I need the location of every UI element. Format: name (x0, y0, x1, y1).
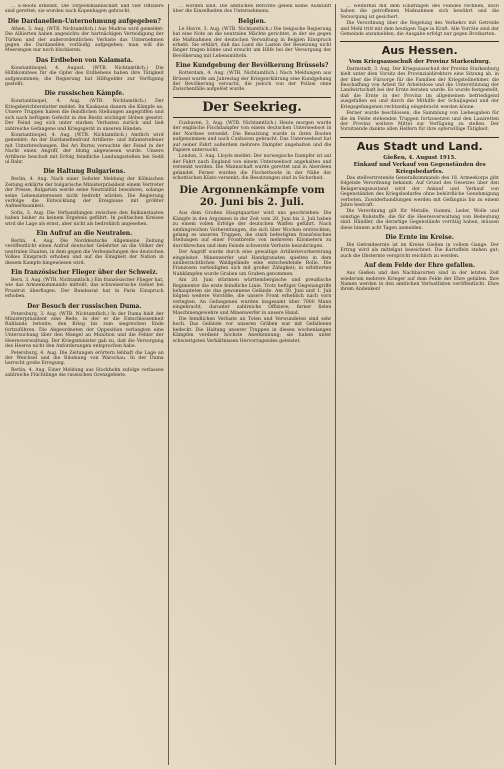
article-headline: Die Dardanellen-Unternehmung aufgegeben? (7, 17, 161, 25)
article-paragraph: Die Verordnung über die Regelung des Verkehrs mit Getreide und Mehl tritt mit dem heutigen Tage in Kraft. Alle Vorräte sind der Gemeinde anzumelden; die Ausgabe erfolgt nur gegen Brotkarten. (340, 21, 500, 38)
article-subheadline: Vom Kriegsausschuß der Provinz Starkenburg. (348, 59, 491, 66)
article-paragraph: Sofia, 3. Aug. Die Verhandlungen zwischen den Balkanstaaten haben bisher zu keinem Ergebnis geführt. In politischen Kreisen wird die Lage als ernst, aber nicht als bedrohlich angesehen. (5, 210, 164, 227)
article-subheadline: Einkauf und Verkauf von Gegenständen des Kriegsbedarfes. (353, 162, 486, 175)
article-paragraph: Konstantinopel, 4. Aug. (WTB. Nichtamtlich.) Amtlich wird gemeldet: An der Dardanellenfront Artillerie- und Infanteriefeuer mit Unterbrechungen. Bei Ari Burnu versuchte der Feind in der Nacht einen Angriff, der blutig abgewiesen wurde. Unsere Artillerie beschoß mit Erfolg feindliche Landungsstellen bei Sedd ul Bahr. (5, 132, 164, 165)
article-headline: Auf dem Felde der Ehre gefallen. (364, 262, 476, 270)
article-paragraph: Konstantinopel, 4. Aug. (WTB. Nichtamtlich.) Der Kriegsberichterstatter meldet: Im Kaukasus dauern die Kämpfe an. Unsere Truppen haben die feindlichen Stellungen angegriffen und sich nach heftigem Gefecht in den Besitz wichtiger Höhen gesetzt. Der Feind zog sich unter starken Verlusten zurück und ließ zahlreiche Gefangene und Kriegsgerät in unseren Händen. (5, 99, 164, 132)
article-paragraph: Petersburg, 4. Aug. Die Zeitungen erörtern lebhaft die Lage an der Weichsel und die Räumung von Warschau. In der Duma herrscht große Erregung. (5, 350, 164, 367)
article-subheadline: Gießen, 4. August 1915. (383, 154, 457, 161)
article-paragraph: Die feindlichen Verluste an Toten und Verwundeten sind sehr hoch. Das Gelände vor unseren Gräben war mit Gefallenen bedeckt. Die Haltung unserer Truppen in diesen wochenlangen Kämpfen verdient höchste Anerkennung; sie haben unter schwierigsten Verhältnissen Hervorragendes geleistet. (172, 317, 332, 344)
article-paragraph: Athen, 3. Aug. (WTB. Nichtamtlich.) Aus Mudros wird gemeldet: Die Alliierten haben angesichts der hartnäckigen Verteidigung der Türken und der außerordentlichen Verluste das Unternehmen gegen die Dardanellen vorläufig aufgegeben; man will die Meerengen nur noch blockieren. (5, 26, 164, 54)
article-paragraph: ... weiterhin mit dem Eindringen des Feindes rechnen, doch haben die getroffenen Maßnahmen sich bewährt und die Versorgung ist gesichert. (340, 4, 500, 20)
article-paragraph: Ferner wurde beschlossen, die Sammlung von Liebesgaben für die im Felde stehenden Truppen fortzusetzen und den Lazaretten der Provinz weitere Mittel zur Verfügung zu stellen. Der Vorsitzende dankte allen Helfern für ihre opferwillige Tätigkeit. (340, 111, 500, 133)
article-paragraph: Konstantinopel, 4. August. (WTB. Nichtamtlich.) Die Hilfskomitees für die Opfer des Erdbebens haben ihre Tätigkeit aufgenommen; die Regierung hat Hilfsgelder zur Verfügung gestellt. (5, 65, 164, 88)
article-paragraph: Bern, 3. Aug. (WTB. Nichtamtlich.) Ein französischer Flieger hat, wie das Armeekommando mitteilt, das schweizerische Gebiet bei Pruntrut überflogen. Der Bundesrat hat in Paris Einspruch erhoben. (5, 278, 164, 300)
column-middle (168, 4, 332, 765)
article-headline: Das Erdbeben von Kalamata. (35, 56, 133, 64)
article-headline: Eine Kundgebung der Bevölkerung Brüssels? (175, 62, 329, 70)
column-right (335, 4, 499, 765)
article-paragraph: Die Verordnung gilt für Metalle, Gummi, Leder, Wolle und sonstige Rohstoffe, die für die Heeresverwaltung von Bedeutung sind. Händler, die derartige Gegenstände vorrätig haben, müssen diese binnen acht Tagen anmelden. (340, 209, 500, 231)
section-title: Aus Hessen. (340, 41, 499, 57)
article-paragraph: Am 20. Juni stürmten württembergische und preußische Regimenter die erste feindliche Linie. Trotz heftiger Gegenangriffe behaupteten sie das gewonnene Gelände. Am 30. Juni und 1. Juli folgten weitere Vorstöße, die unsere Front erheblich nach vorn verlegten. An Gefangenen wurden insgesamt über 7000 Mann eingebracht, darunter zahlreiche Offiziere; ferner fielen Maschinengewehre und Minenwerfer in unsere Hand. (172, 278, 332, 316)
article-paragraph: Aus dem Großen Hauptquartier wird uns geschrieben: Die Kämpfe in den Argonnen in der Zeit vom 20. Juni bis 2. Juli haben zu einem vollen Erfolge der deutschen Waffen geführt. Nach umfangreichen Vorbereitungen, die sich über Wochen erstreckten, gelang es unseren Truppen, die stark befestigten französischen Stellungen auf einer Frontbreite von mehreren Kilometern zu durchbrechen und dem Feinde schwerste Verluste beizubringen. (172, 211, 332, 249)
article-paragraph: Berlin, 4. Aug. Nach einer Sofioter Meldung der Kölnischen Zeitung erklärte der bulgarische Ministerpräsident einem Vertreter der Presse, Bulgarien werde seine Neutralität bewahren, solange seine Lebensinteressen nicht bedroht würden. Die Regierung verfolge die Entwicklung der Ereignisse mit größter Aufmerksamkeit. (5, 177, 164, 210)
article-paragraph: Petersburg, 3. Aug. (WTB. Nichtamtlich.) In der Duma hielt der Ministerpräsident eine Rede, in der er die Entschlossenheit Rußlands betonte, den Krieg bis zum siegreichen Ende fortzuführen. Die Abgeordneten der Opposition verlangten eine Untersuchung über den Mangel an Munition und die Fehler der Heeresverwaltung. Der Kriegsminister gab zu, daß die Versorgung des Heeres nicht den Anforderungen entsprochen habe. (5, 311, 164, 350)
section-headline: Der Seekrieg. (173, 97, 332, 118)
article-paragraph: Die Getreideernte ist im Kreise Gießen in vollem Gange. Der Ertrag wird als mittelgut bezeichnet. Die Kartoffeln stehen gut; auch die Obsternte verspricht reichlich zu werden. (340, 243, 500, 259)
article-paragraph: ... E-Boots erkennt. Die Torpedomannschaft und vier Offiziere sind gerettet; sie wurden nach Kopenhagen gebracht. (5, 4, 164, 15)
article-paragraph: Cuxhaven, 3. Aug. (WTB. Nichtamtlich.) Heute morgen wurde der englische Fischdampfer von einem deutschen Unterseeboot in der Nordsee versenkt. Die Besatzung wurde in ihren Booten aufgenommen und nach Cuxhaven gebracht. Das Unterseeboot hat auf seiner Fahrt außerdem mehrere Dampfer angehalten und die Papiere untersucht. (172, 120, 332, 153)
article-headline: Die Haltung Bulgariens. (43, 168, 126, 176)
column-left (5, 4, 164, 765)
article-paragraph: Le Havre, 3. Aug. (WTB. Nichtamtlich.) Die belgische Regierung hat eine Note an die neutralen Mächte gerichtet, in der sie gegen die Maßnahmen der deutschen Verwaltung in Belgien Einspruch erhebt. Sie erklärt, daß das Land die Lasten der Besetzung nicht länger tragen könne und ersucht um Hilfe bei der Versorgung der Bevölkerung mit Lebensmitteln. (172, 26, 332, 59)
article-paragraph: Berlin, 4. Aug. Die Norddeutsche Allgemeine Zeitung veröffentlicht einen Aufruf deutscher Gelehrter an die Völker der neutralen Staaten, in dem gegen die Verleumdungen des deutschen Volkes Einspruch erhoben und auf die Einigkeit der Nation in diesem Kampfe hingewiesen wird. (5, 239, 164, 266)
article-paragraph: Darmstadt, 3. Aug. Der Kriegsausschuß der Provinz Starkenburg hielt unter dem Vorsitz des Provinzialdirektors eine Sitzung ab, in der über die Fürsorge für die Familien der Kriegsteilnehmer, die Beschaffung von Arbeit für Arbeitslose und die Unterstützung der Landwirtschaft bei der Ernte beraten wurde. Es wurde festgestellt, daß die Ernte in der Provinz im allgemeinen befriedigend ausgefallen sei und durch die Mithilfe der Schuljugend und der Kriegsgefangenen rechtzeitig eingebracht werden könne. (340, 66, 500, 110)
article-headline: Die Ernte im Kreise. (385, 234, 454, 241)
article-headline: Die russischen Kämpfe. (44, 90, 125, 98)
section-title: Aus Stadt und Land. (340, 137, 499, 153)
article-headline: Belgien. (238, 17, 266, 25)
article-paragraph: Rotterdam, 4. Aug. (WTB. Nichtamtlich.) Nach Meldungen aus Brüssel wurde am Jahrestag der Kriegserklärung eine Kundgebung der Bevölkerung versucht, die jedoch von der Polizei ohne Zwischenfälle aufgelöst wurde. (172, 71, 332, 93)
article-headline: Der Besuch der russischen Duma. (27, 302, 142, 310)
article-paragraph: London, 3. Aug. Lloyds meldet: Der norwegische Dampfer ist auf der Fahrt nach England von einem Unterseeboot angehalten und versenkt worden. Die Mannschaft wurde gerettet und in Aberdeen gelandet. Ferner wurden die Fischerboote in der Nähe der schottischen Küste versenkt; die Besatzungen sind in Sicherheit. (172, 154, 332, 181)
article-headline: Ein französischer Flieger über der Schweiz. (10, 269, 158, 277)
feature-headline: Die Argonnenkämpfe vom 20. Juni bis 2. Juli. (179, 185, 325, 209)
article-paragraph: ... worden sind. Die amtlichen Berichte geben keine Auskunft über die Einzelheiten des Unternehmens. (172, 4, 332, 15)
article-paragraph: Berlin, 4. Aug. Einer Meldung aus Stockholm zufolge verlassen zahlreiche Flüchtlinge die russischen Grenzgebiete. (5, 367, 164, 379)
article-paragraph: Der Angriff wurde durch eine gewaltige Artillerievorbereitung eingeleitet. Minenwerfer und Handgranaten spielten in dem unübersichtlichen Waldgelände eine entscheidende Rolle. Die Franzosen verteidigten sich mit großer Zähigkeit; in erbitterten Nahkämpfen wurde Graben um Graben genommen. (172, 250, 332, 277)
article-paragraph: Aus Gießen und den Nachbarorten sind in der letzten Zeit wiederum mehrere Krieger auf dem Felde der Ehre gefallen. Ihre Namen werden in den amtlichen Verlustlisten veröffentlicht. Ehre ihrem Andenken! (340, 271, 500, 293)
article-headline: Ein Aufruf an die Neutralen. (36, 230, 133, 237)
article-paragraph: Das stellvertretende Generalkommando des 18. Armeekorps gibt folgende Verordnung bekannt: Auf Grund des Gesetzes über den Belagerungszustand wird der Ankauf und Verkauf von Gegenständen des Kriegsbedarfes ohne behördliche Genehmigung verboten. Zuwiderhandlungen werden mit Gefängnis bis zu einem Jahre bestraft. (340, 175, 500, 208)
